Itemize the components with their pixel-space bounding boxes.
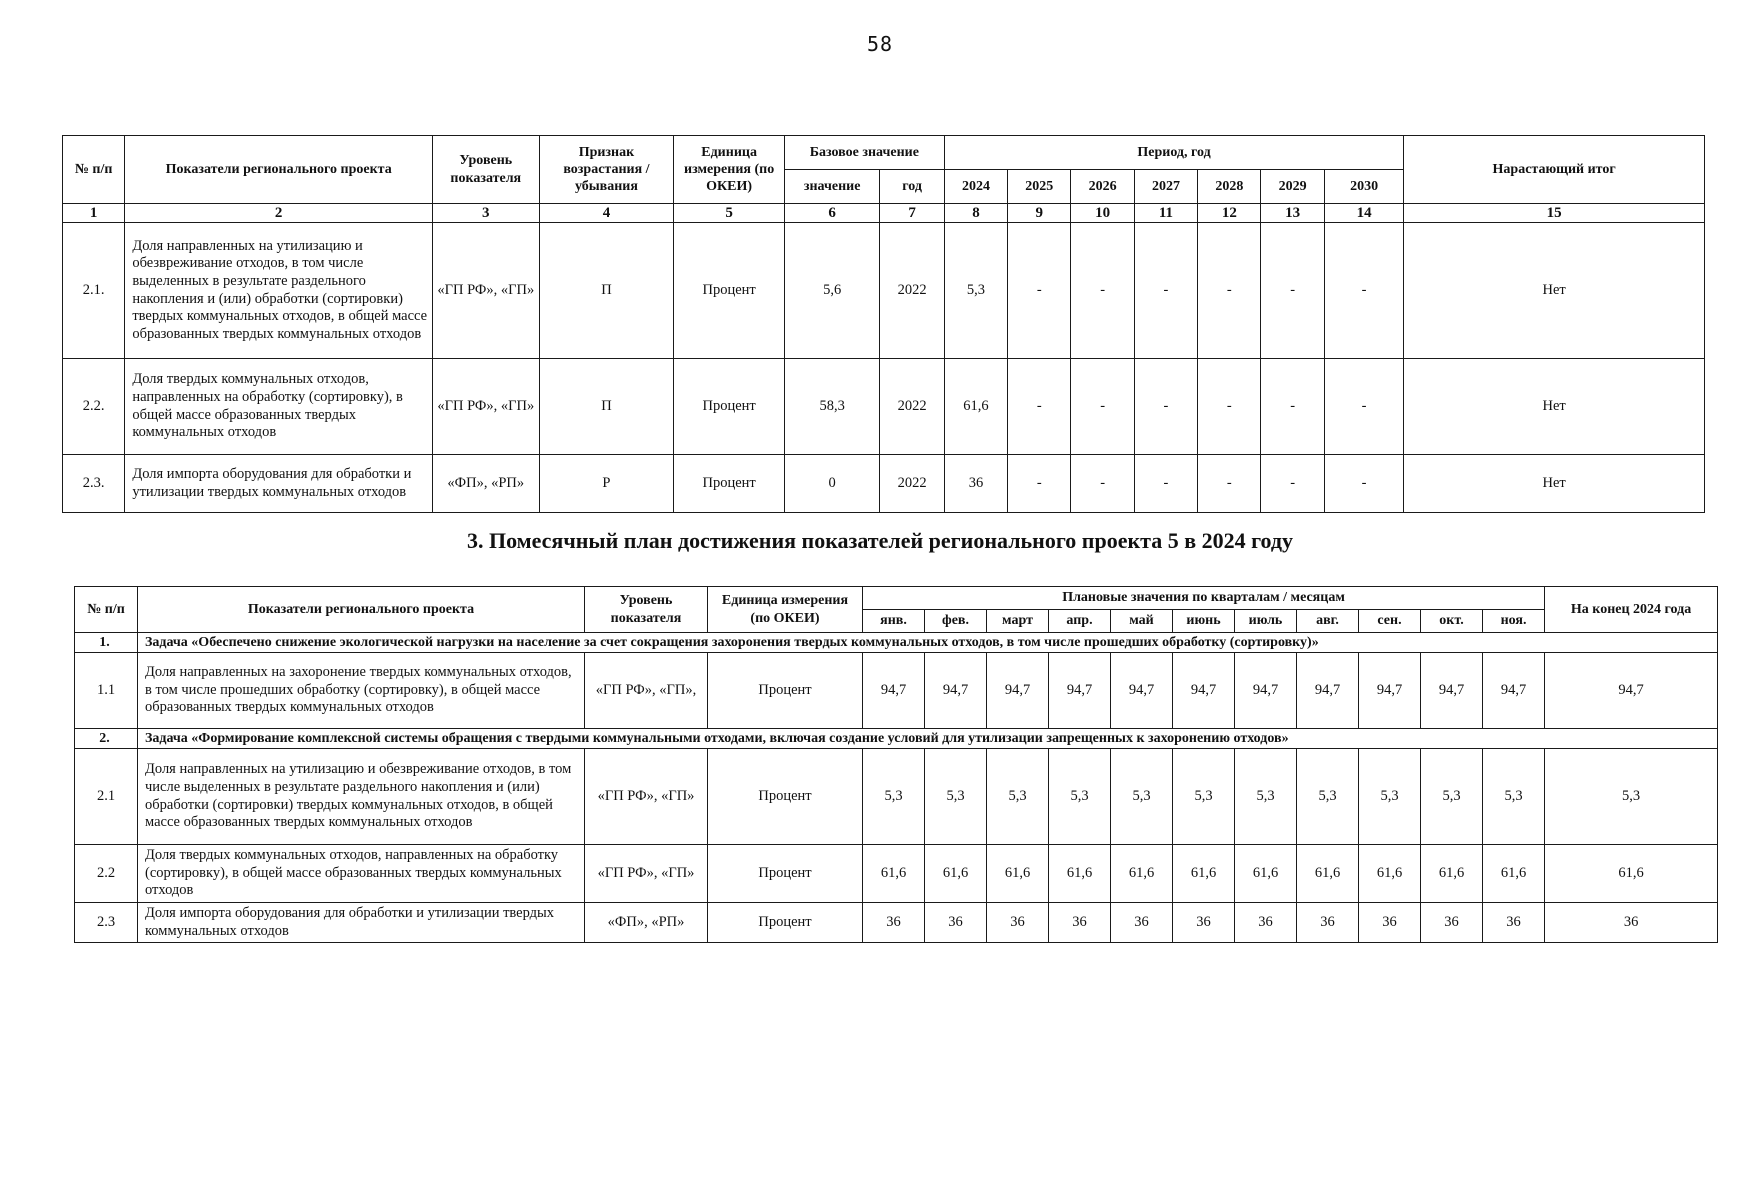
row-year-value: - (1198, 223, 1261, 359)
col-number: 1 (63, 204, 125, 223)
col-number: 12 (1198, 204, 1261, 223)
row-year-value: - (1324, 223, 1403, 359)
row-month-value: 61,6 (1173, 845, 1235, 903)
row-month-value: 36 (1483, 903, 1545, 943)
row-month-value: 5,3 (925, 749, 987, 845)
col-number: 15 (1404, 204, 1705, 223)
row-year-value: - (1071, 223, 1134, 359)
row-month-value: 94,7 (1359, 653, 1421, 729)
col-header-year: 2024 (944, 170, 1007, 204)
row-unit: Процент (708, 903, 863, 943)
row-month-value: 61,6 (987, 845, 1049, 903)
row-level: «ГП РФ», «ГП», (585, 653, 708, 729)
row-month-value: 36 (1297, 903, 1359, 943)
row-month-value: 61,6 (1421, 845, 1483, 903)
row-year-value: - (1324, 359, 1403, 455)
col-header-year: 2027 (1134, 170, 1197, 204)
row-num: 2.2 (75, 845, 138, 903)
col-header-level: Уровень показателя (585, 587, 708, 633)
row-cumulative: Нет (1404, 359, 1705, 455)
row-year-value: 5,3 (944, 223, 1007, 359)
row-month-value: 5,3 (1173, 749, 1235, 845)
col-number: 14 (1324, 204, 1403, 223)
row-month-value: 5,3 (987, 749, 1049, 845)
row-year-value: - (1071, 455, 1134, 513)
row-month-value: 5,3 (1359, 749, 1421, 845)
col-number: 4 (539, 204, 674, 223)
row-base-value: 5,6 (784, 223, 880, 359)
row-year-value: - (1008, 359, 1071, 455)
row-month-value: 94,7 (1421, 653, 1483, 729)
col-header-month: июнь (1173, 610, 1235, 633)
row-unit: Процент (708, 653, 863, 729)
col-header-base-year: год (880, 170, 944, 204)
row-month-value: 5,3 (1421, 749, 1483, 845)
col-header-plan-group: Плановые значения по кварталам / месяцам (863, 587, 1545, 610)
row-num: 2.3 (75, 903, 138, 943)
row-month-value: 5,3 (1049, 749, 1111, 845)
row-month-value: 61,6 (1235, 845, 1297, 903)
section-title: 3. Помесячный план достижения показателей регионального проекта 5 в 2024 году (466, 528, 1294, 553)
col-header-base-group: Базовое значение (784, 136, 944, 170)
row-unit: Процент (708, 749, 863, 845)
row-level: «ФП», «РП» (433, 455, 540, 513)
row-month-value: 61,6 (1111, 845, 1173, 903)
table-row (75, 903, 1718, 943)
task-row (75, 729, 1718, 749)
row-indicator: Доля твердых коммунальных отходов, направленных на обработку (сортировку), в общей массе образованных твердых коммунальных отходов (138, 845, 585, 903)
row-indicator: Доля импорта оборудования для обработки и утилизации твердых коммунальных отходов (138, 903, 585, 943)
row-month-value: 36 (987, 903, 1049, 943)
task-num: 2. (75, 729, 138, 749)
row-unit: Процент (674, 359, 785, 455)
row-year-value: - (1134, 359, 1197, 455)
row-num: 2.3. (63, 455, 125, 513)
col-number: 3 (433, 204, 540, 223)
row-month-value: 36 (925, 903, 987, 943)
row-month-value: 94,7 (1111, 653, 1173, 729)
row-end-value: 36 (1545, 903, 1718, 943)
row-end-value: 5,3 (1545, 749, 1718, 845)
col-number: 5 (674, 204, 785, 223)
col-header-sign: Признак возрастания / убывания (539, 136, 674, 204)
row-year-value: 36 (944, 455, 1007, 513)
row-end-value: 61,6 (1545, 845, 1718, 903)
row-level: «ГП РФ», «ГП» (433, 223, 540, 359)
col-header-year: 2025 (1008, 170, 1071, 204)
task-text: Задача «Формирование комплексной системы обращения с твердыми коммунальными отходами, включая создание условий для утилизации запрещенных к захоронению отходов» (138, 729, 1718, 749)
col-header-unit: Единица измерения (по ОКЕИ) (708, 587, 863, 633)
col-number: 9 (1008, 204, 1071, 223)
col-header-level: Уровень показателя (433, 136, 540, 204)
indicators-table (62, 135, 1705, 513)
row-month-value: 5,3 (1111, 749, 1173, 845)
col-number: 13 (1261, 204, 1324, 223)
row-month-value: 94,7 (1049, 653, 1111, 729)
col-header-month: сен. (1359, 610, 1421, 633)
row-year-value: - (1134, 223, 1197, 359)
col-header-year: 2029 (1261, 170, 1324, 204)
row-year-value: - (1198, 359, 1261, 455)
col-header-unit: Единица измерения (по ОКЕИ) (674, 136, 785, 204)
task-row (75, 633, 1718, 653)
row-sign: П (539, 223, 674, 359)
row-month-value: 61,6 (1297, 845, 1359, 903)
row-base-year: 2022 (880, 455, 944, 513)
row-indicator: Доля твердых коммунальных отходов, направленных на обработку (сортировку), в общей массе образованных твердых коммунальных отходов (125, 359, 433, 455)
col-number: 6 (784, 204, 880, 223)
col-number: 8 (944, 204, 1007, 223)
row-year-value: - (1008, 455, 1071, 513)
row-month-value: 94,7 (987, 653, 1049, 729)
row-unit: Процент (674, 223, 785, 359)
monthly-plan-table (74, 586, 1718, 943)
col-header-month: фев. (925, 610, 987, 633)
row-year-value: - (1198, 455, 1261, 513)
row-year-value: - (1071, 359, 1134, 455)
row-month-value: 36 (1359, 903, 1421, 943)
col-number: 11 (1134, 204, 1197, 223)
row-base-year: 2022 (880, 359, 944, 455)
row-month-value: 94,7 (1483, 653, 1545, 729)
row-month-value: 94,7 (1173, 653, 1235, 729)
row-month-value: 5,3 (1235, 749, 1297, 845)
row-year-value: 61,6 (944, 359, 1007, 455)
col-header-base-value: значение (784, 170, 880, 204)
row-level: «ГП РФ», «ГП» (585, 749, 708, 845)
row-base-value: 0 (784, 455, 880, 513)
row-level: «ГП РФ», «ГП» (433, 359, 540, 455)
col-header-month: авг. (1297, 610, 1359, 633)
row-sign: Р (539, 455, 674, 513)
row-level: «ГП РФ», «ГП» (585, 845, 708, 903)
col-header-indicator: Показатели регионального проекта (125, 136, 433, 204)
row-year-value: - (1261, 223, 1324, 359)
col-header-month: окт. (1421, 610, 1483, 633)
row-month-value: 36 (1111, 903, 1173, 943)
col-header-year: 2030 (1324, 170, 1403, 204)
row-cumulative: Нет (1404, 455, 1705, 513)
table-row (75, 749, 1718, 845)
row-month-value: 94,7 (863, 653, 925, 729)
table-row (63, 359, 1705, 455)
col-header-cumulative: Нарастающий итог (1404, 136, 1705, 204)
table-row (63, 455, 1705, 513)
row-month-value: 61,6 (1483, 845, 1545, 903)
row-base-value: 58,3 (784, 359, 880, 455)
row-month-value: 94,7 (925, 653, 987, 729)
row-sign: П (539, 359, 674, 455)
col-header-month: июль (1235, 610, 1297, 633)
row-year-value: - (1261, 455, 1324, 513)
row-month-value: 61,6 (1049, 845, 1111, 903)
col-header-year: 2026 (1071, 170, 1134, 204)
row-cumulative: Нет (1404, 223, 1705, 359)
col-number: 2 (125, 204, 433, 223)
row-indicator: Доля импорта оборудования для обработки и утилизации твердых коммунальных отходов (125, 455, 433, 513)
row-month-value: 36 (1173, 903, 1235, 943)
row-month-value: 5,3 (863, 749, 925, 845)
row-month-value: 36 (1235, 903, 1297, 943)
row-indicator: Доля направленных на захоронение твердых коммунальных отходов, в том числе прошедших обработку (сортировку), в общей массе образованных твердых коммунальных отходов (138, 653, 585, 729)
col-number: 10 (1071, 204, 1134, 223)
row-month-value: 36 (863, 903, 925, 943)
task-text: Задача «Обеспечено снижение экологической нагрузки на население за счет сокращения захоронения твердых коммунальных отходов, в том числе прошедших обработку (сортировку)» (138, 633, 1718, 653)
table-row (75, 653, 1718, 729)
col-header-year: 2028 (1198, 170, 1261, 204)
row-month-value: 61,6 (863, 845, 925, 903)
row-year-value: - (1008, 223, 1071, 359)
col-number: 7 (880, 204, 944, 223)
row-year-value: - (1324, 455, 1403, 513)
col-header-indicator: Показатели регионального проекта (138, 587, 585, 633)
row-month-value: 61,6 (925, 845, 987, 903)
row-base-year: 2022 (880, 223, 944, 359)
row-num: 2.1. (63, 223, 125, 359)
col-header-num: № п/п (63, 136, 125, 204)
row-num: 2.1 (75, 749, 138, 845)
table-row (75, 845, 1718, 903)
row-unit: Процент (708, 845, 863, 903)
row-num: 2.2. (63, 359, 125, 455)
row-indicator: Доля направленных на утилизацию и обезвреживание отходов, в том числе выделенных в результате раздельного накопления и (или) обработки (сортировки) твердых коммунальных отходов, в общей массе образованных твердых коммунальных отходов (138, 749, 585, 845)
row-month-value: 94,7 (1297, 653, 1359, 729)
row-month-value: 94,7 (1235, 653, 1297, 729)
row-month-value: 5,3 (1483, 749, 1545, 845)
col-header-month: апр. (1049, 610, 1111, 633)
col-header-month: ноя. (1483, 610, 1545, 633)
col-header-period-group: Период, год (944, 136, 1404, 170)
col-header-num: № п/п (75, 587, 138, 633)
row-month-value: 36 (1421, 903, 1483, 943)
col-header-month: май (1111, 610, 1173, 633)
task-num: 1. (75, 633, 138, 653)
col-header-end-of-year: На конец 2024 года (1545, 587, 1718, 633)
row-end-value: 94,7 (1545, 653, 1718, 729)
page-number: 58 (866, 32, 894, 56)
row-month-value: 5,3 (1297, 749, 1359, 845)
table-row (63, 223, 1705, 359)
row-month-value: 36 (1049, 903, 1111, 943)
row-unit: Процент (674, 455, 785, 513)
row-month-value: 61,6 (1359, 845, 1421, 903)
row-level: «ФП», «РП» (585, 903, 708, 943)
row-indicator: Доля направленных на утилизацию и обезвреживание отходов, в том числе выделенных в результате раздельного накопления и (или) обработки (сортировки) твердых коммунальных отходов, в общей массе образованных твердых коммунальных отходов (125, 223, 433, 359)
row-year-value: - (1261, 359, 1324, 455)
col-header-month: янв. (863, 610, 925, 633)
col-header-month: март (987, 610, 1049, 633)
row-num: 1.1 (75, 653, 138, 729)
row-year-value: - (1134, 455, 1197, 513)
